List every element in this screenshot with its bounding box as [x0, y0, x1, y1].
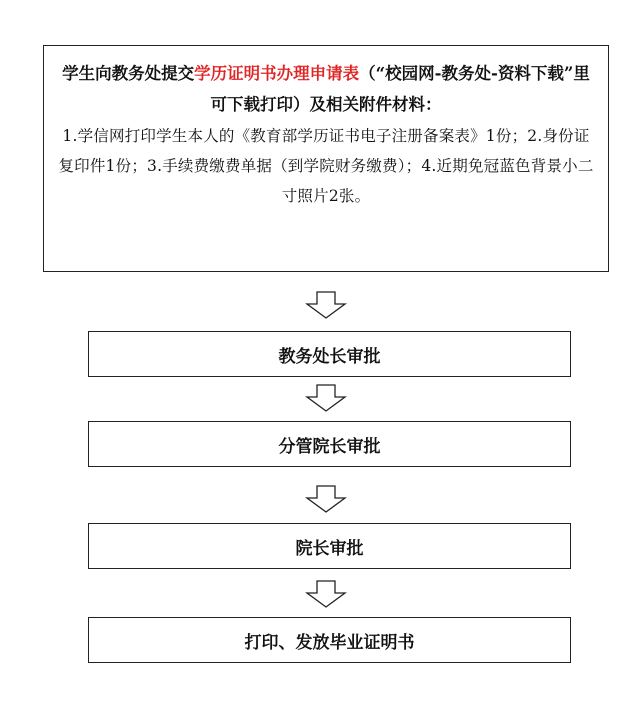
intro-prefix: 学生向教务处提交 — [62, 64, 195, 83]
step-print-and-issue — [88, 617, 571, 663]
materials-list: 1.学信网打印学生本人的《教育部学历证书电子注册备案表》1份；2.身份证复印件1份；3.手续费缴费单据（到学院财务缴费）；4.近期免冠蓝色背景小二寸照片2张。 — [58, 127, 594, 205]
step-dean-of-academic-affairs — [88, 331, 571, 377]
application-form-name: 学历证明书办理申请表 — [194, 64, 360, 83]
down-arrow-icon — [305, 580, 347, 608]
step-label: 分管院长审批 — [278, 436, 381, 457]
step-label: 院长审批 — [295, 538, 364, 559]
application-submission-box — [43, 45, 609, 272]
step-label: 打印、发放毕业证明书 — [244, 632, 415, 653]
step-vice-president — [88, 421, 571, 467]
step-president — [88, 523, 571, 569]
intro-suffix: （“校园网-教务处-资料下载”里可下载打印）及相关附件材料： — [210, 64, 590, 114]
down-arrow-icon — [305, 384, 347, 412]
down-arrow-icon — [305, 291, 347, 319]
intro-text — [58, 58, 594, 120]
step-label: 教务处长审批 — [278, 346, 381, 367]
down-arrow-icon — [305, 485, 347, 513]
